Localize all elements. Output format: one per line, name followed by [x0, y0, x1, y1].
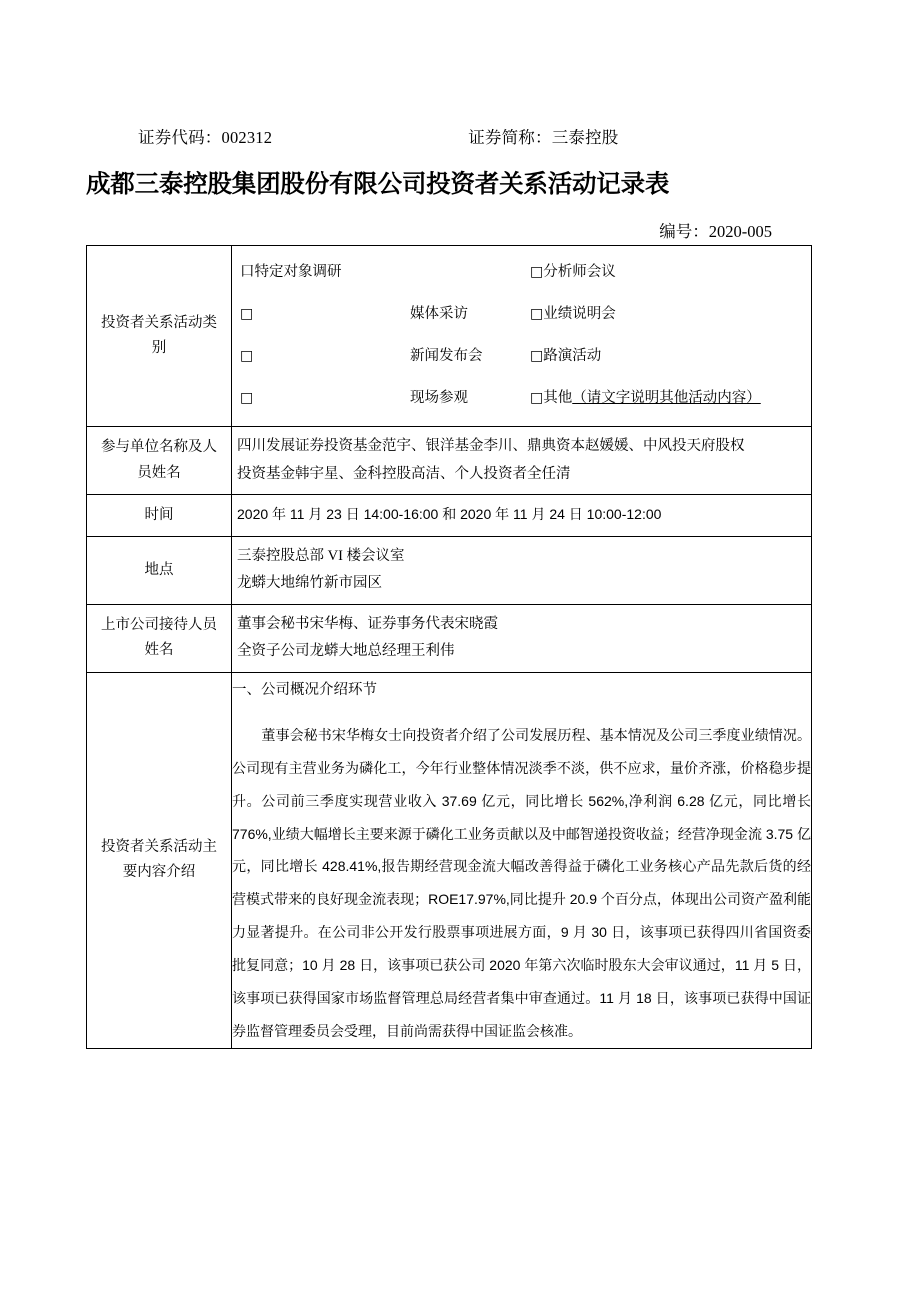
checkbox-performance-briefing-icon[interactable]: □ [530, 306, 544, 323]
table-row-activity-type [87, 246, 812, 427]
row-label-activity-type: 投资者关系活动类别 [87, 246, 232, 427]
location-line-2: 龙蟒大地绵竹新市园区 [237, 575, 382, 592]
table-row-content [87, 672, 812, 1048]
investor-relations-record-table [86, 245, 812, 1049]
checkbox-site-visit-icon[interactable]: □ [240, 390, 254, 407]
row-label-reception: 上市公司接待人员姓名 [87, 604, 232, 672]
activity-row [237, 294, 805, 336]
activity-other-note: （请文字说明其他活动内容） [572, 390, 761, 407]
document-header [86, 124, 812, 148]
activity-cell-right[interactable] [530, 294, 805, 336]
row-label-time: 时间 [87, 495, 232, 537]
activity-cell-left[interactable] [237, 294, 410, 336]
table-row-time [87, 495, 812, 537]
content-body: 董事会秘书宋华梅女士向投资者介绍了公司发展历程、基本情况及公司三季度业绩情况。公司现有主营业务为磷化工，今年行业整体情况淡季不淡，供不应求，量价齐涨，价格稳步提升。公司前三季度实现营业收入 37.69 亿元，同比增长 562%,净利润 6.28 亿元，同比增长 776%,业绩大幅增长主要来源于磷化工业务贡献以及中邮智递投资收益；经营净现金流 3.75 亿元，同比增长 428.41%,报告期经营现金流大幅改善得益于磷化工业务核心产品先款后货的经营模式带来的良好现金流表现；ROE17.97%,同比提升 20.9 个百分点，体现出公司资产盈利能力显著提升。在公司非公开发行股票事项进展方面，9 月 30 日，该事项已获得四川省国资委批复同意；10 月 28 日，该事项已获公司 2020 年第六次临时股东大会审议通过，11 月 5 日，该事项已获得国家市场监督管理总局经营者集中审查通过。11 月 18 日，该事项已获得中国证券监督管理委员会受理，目前尚需获得中国证监会核准。 [232, 726, 811, 1039]
activity-row [237, 378, 805, 420]
activity-cell-left[interactable] [237, 252, 410, 294]
row-label-location: 地点 [87, 536, 232, 604]
activity-cell-right[interactable] [530, 252, 805, 294]
content-heading: 一、公司概况介绍环节 [232, 681, 377, 698]
activity-label-analyst-meeting: 分析师会议 [543, 264, 616, 281]
page-title: 成都三泰控股集团股份有限公司投资者关系活动记录表 [86, 171, 670, 198]
activity-row [237, 252, 805, 294]
checkbox-analyst-meeting-icon[interactable]: □ [530, 264, 544, 281]
activity-label-roadshow: 路演活动 [543, 348, 602, 365]
participants-line-2: 投资基金韩宇星、金科控股高洁、个人投资者全任清 [237, 465, 571, 482]
activity-label-press-conference: 新闻发布会 [410, 348, 483, 365]
activity-cell-middle [410, 252, 530, 294]
checkbox-specific-research-icon[interactable]: 口 [240, 264, 255, 281]
row-value-content [232, 672, 812, 1048]
row-value-participants [232, 427, 812, 495]
security-name: 证券简称：三泰控股 [468, 128, 619, 147]
activity-cell-middle [410, 294, 530, 336]
activity-cell-right[interactable] [530, 378, 805, 420]
location-line-1: 三泰控股总部 VI 楼会议室 [237, 547, 405, 564]
checkbox-other-icon[interactable]: □ [530, 390, 544, 407]
row-value-activity-type [232, 246, 812, 427]
activity-label-site-visit: 现场参观 [410, 390, 468, 407]
activity-label-specific-research: 特定对象调研 [254, 264, 342, 281]
activity-label-other: 其他 [543, 390, 573, 407]
activity-cell-right[interactable] [530, 336, 805, 378]
row-label-content: 投资者关系活动主要内容介绍 [87, 672, 232, 1048]
table-row-location [87, 536, 812, 604]
participants-line-1: 四川发展证券投资基金范宇、银洋基金李川、鼎典资本赵媛媛、中风投天府股权 [237, 438, 745, 454]
activity-label-performance-briefing: 业绩说明会 [543, 306, 616, 323]
document-number: 编号：2020-005 [659, 222, 772, 241]
activity-label-media-interview: 媒体采访 [410, 306, 468, 323]
reception-line-1: 董事会秘书宋华梅、证券事务代表宋晓霞 [237, 615, 498, 632]
row-value-time [232, 495, 812, 537]
row-value-reception [232, 604, 812, 672]
table-row-reception [87, 604, 812, 672]
row-value-location [232, 536, 812, 604]
checkbox-press-conference-icon[interactable]: □ [240, 348, 254, 365]
activity-row [237, 336, 805, 378]
time-value: 2020 年 11 月 23 日 14:00-16:00 和 2020 年 11 月 24 日 10:00-12:00 [237, 506, 662, 523]
checkbox-roadshow-icon[interactable]: □ [530, 348, 544, 365]
activity-cell-left[interactable] [237, 336, 410, 378]
table-row-participants [87, 427, 812, 495]
row-label-participants: 参与单位名称及人员姓名 [87, 427, 232, 495]
activity-cell-left[interactable] [237, 378, 410, 420]
checkbox-media-interview-icon[interactable]: □ [240, 306, 254, 323]
activity-cell-middle [410, 378, 530, 420]
reception-line-2: 全资子公司龙蟒大地总经理王利伟 [237, 643, 455, 660]
activity-cell-middle [410, 336, 530, 378]
activity-type-grid [237, 252, 805, 420]
security-code: 证券代码：002312 [138, 128, 273, 147]
